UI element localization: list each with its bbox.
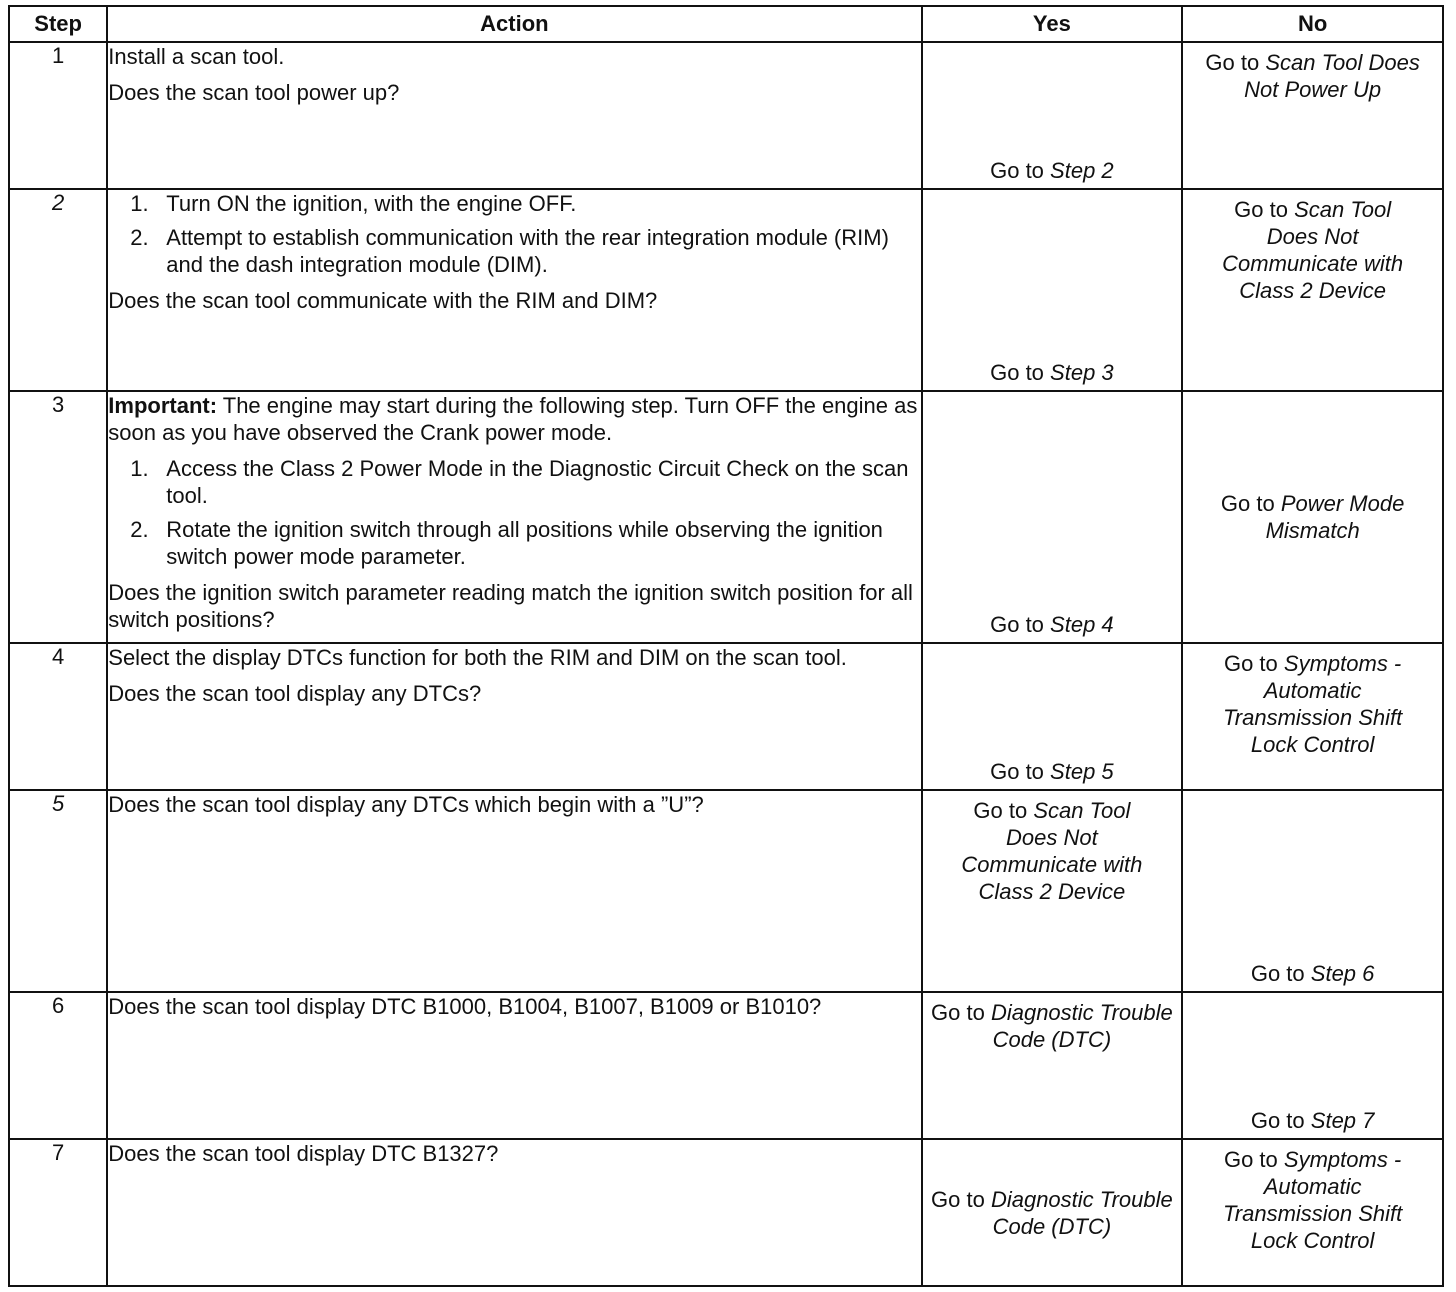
no-target: Scan Tool Does Not Communicate with Class 2 Device [1222,197,1404,303]
yes-target: Step 5 [1050,759,1114,784]
action-question: Does the scan tool display DTC B1327? [108,1141,499,1166]
no-link[interactable] [1183,960,1442,987]
yes-link[interactable] [923,999,1182,1053]
action-question: Does the scan tool power up? [108,80,400,105]
action-steps [108,190,920,278]
go-to-label: Go to [1250,1108,1305,1133]
no-cell [1182,189,1443,391]
go-to-label: Go to [931,1000,985,1025]
go-to-label: Go to [990,612,1044,637]
yes-cell [922,790,1183,992]
action-step-text: Turn ON the ignition, with the engine OFF. [166,191,577,216]
no-target: Step 7 [1310,1108,1375,1133]
step-number: 7 [9,1139,107,1286]
action-question: Does the ignition switch parameter reading match the ignition switch position for all switch positions? [108,580,913,632]
header-action: Action [107,6,921,42]
yes-link[interactable] [923,611,1182,638]
important-note [108,392,920,446]
action-text: Select the display DTCs function for both the RIM and DIM on the scan tool. [108,645,847,670]
no-link[interactable] [1183,49,1442,103]
header-step: Step [9,6,107,42]
action-text: Install a scan tool. [108,44,285,69]
yes-link[interactable] [923,797,1182,905]
table-row [9,1139,1443,1286]
step-number: 3 [9,391,107,643]
no-link[interactable] [1183,490,1442,544]
header-yes: Yes [922,6,1183,42]
go-to-label: Go to [1223,1147,1278,1172]
no-link[interactable] [1183,1107,1442,1134]
yes-cell [922,1139,1183,1286]
no-target: Power Mode Mismatch [1265,491,1405,543]
action-step-text: Attempt to establish communication with the rear integration module (RIM) and the dash integration module (DIM). [166,225,889,277]
diagnostic-table [8,5,1444,1287]
action-question: Does the scan tool display DTC B1000, B1004, B1007, B1009 or B1010? [108,994,822,1019]
yes-cell [922,189,1183,391]
action-cell [107,1139,921,1286]
action-question: Does the scan tool display any DTCs? [108,681,482,706]
no-link[interactable] [1183,650,1442,758]
table-row [9,189,1443,391]
table-row [9,992,1443,1139]
no-target: Scan Tool Does Not Power Up [1244,50,1420,102]
action-cell [107,790,921,992]
yes-link[interactable] [923,359,1182,386]
action-cell [107,643,921,790]
go-to-label: Go to [1234,197,1288,222]
header-row [9,6,1443,42]
action-cell [107,42,921,189]
yes-target: Step 2 [1050,158,1114,183]
yes-link[interactable] [923,157,1182,184]
no-cell [1182,42,1443,189]
step-number: 2 [9,189,107,391]
yes-cell [922,42,1183,189]
action-step-text: Rotate the ignition switch through all positions while observing the ignition switch power mode parameter. [166,517,883,569]
no-link[interactable] [1183,196,1442,304]
no-cell [1182,1139,1443,1286]
no-link[interactable] [1183,1146,1442,1254]
no-cell [1182,790,1443,992]
go-to-label: Go to [1250,961,1305,986]
action-step: 1. Access the Class 2 Power Mode in the Diagnostic Circuit Check on the scan tool. [130,456,909,508]
action-question: Does the scan tool communicate with the RIM and DIM? [108,288,658,313]
go-to-label: Go to [1223,651,1278,676]
yes-target: Step 3 [1050,360,1114,385]
go-to-label: Go to [1220,491,1275,516]
yes-target: Diagnostic Trouble Code (DTC) [990,1186,1173,1239]
no-target: Symptoms - Automatic Transmission Shift Lock Control [1222,1147,1403,1253]
step-number: 1 [9,42,107,189]
action-cell [107,992,921,1139]
yes-target: Scan Tool Does Not Communicate with Class 2 Device [961,798,1143,904]
go-to-label: Go to [990,158,1044,183]
yes-cell [922,992,1183,1139]
go-to-label: Go to [931,1186,985,1212]
table-row [9,643,1443,790]
action-cell [107,391,921,643]
table-row [9,391,1443,643]
no-target: Step 6 [1310,961,1375,986]
action-step: 1. Turn ON the ignition, with the engine OFF. [130,191,577,216]
go-to-label: Go to [973,798,1028,823]
action-step: 2. Attempt to establish communication with the rear integration module (RIM) and the dash integration module (DIM). [130,225,889,277]
yes-target: Step 4 [1050,612,1114,637]
no-cell [1182,391,1443,643]
go-to-label: Go to [1205,50,1260,75]
no-cell [1182,643,1443,790]
step-number: 4 [9,643,107,790]
yes-link[interactable] [923,1186,1182,1240]
important-label: Important: [108,393,218,418]
action-question: Does the scan tool display any DTCs which begin with a ”U”? [108,792,704,817]
important-text: The engine may start during the following step. Turn OFF the engine as soon as you have observed the Crank power mode. [108,393,918,445]
action-cell [107,189,921,391]
yes-target: Diagnostic Trouble Code (DTC) [990,1000,1173,1052]
yes-cell [922,643,1183,790]
step-number: 6 [9,992,107,1139]
no-cell [1182,992,1443,1139]
action-steps [108,455,920,570]
go-to-label: Go to [990,360,1044,385]
action-step-text: Access the Class 2 Power Mode in the Diagnostic Circuit Check on the scan tool. [166,456,909,508]
header-no: No [1182,6,1443,42]
no-target: Symptoms - Automatic Transmission Shift Lock Control [1222,651,1403,757]
table-row [9,42,1443,189]
action-step: 2. Rotate the ignition switch through all positions while observing the ignition switch power mode parameter. [130,517,883,569]
table-row [9,790,1443,992]
step-number: 5 [9,790,107,992]
yes-cell [922,391,1183,643]
go-to-label: Go to [990,759,1044,784]
yes-link[interactable] [923,758,1182,785]
